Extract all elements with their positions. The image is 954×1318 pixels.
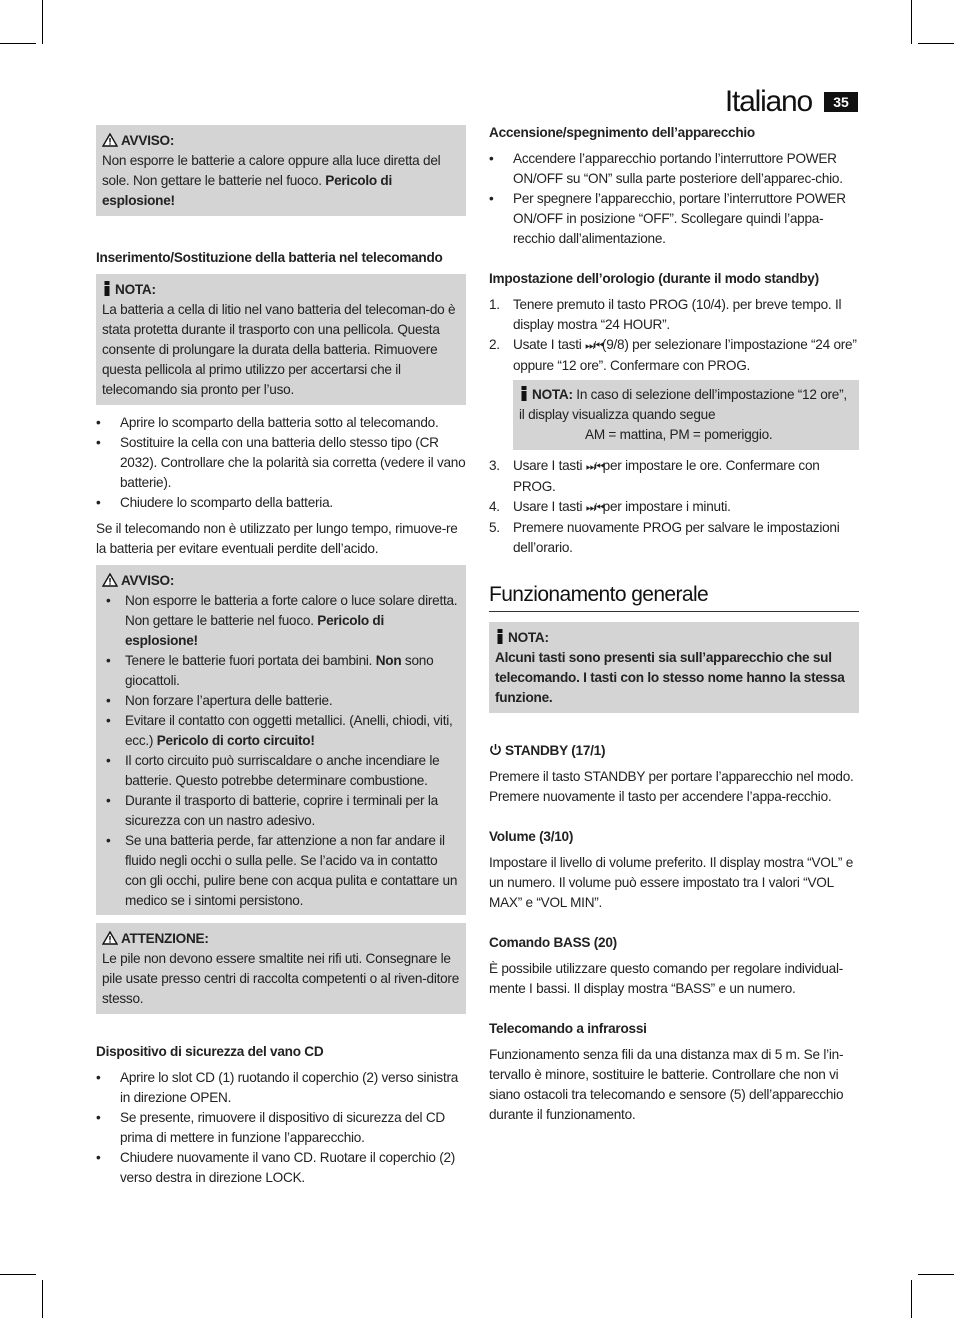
crop-mark [42, 1280, 43, 1318]
skip-forward-back-icon: ⏭/⏮ [585, 340, 602, 352]
ir-remote-heading: Telecomando a infrarossi [489, 1021, 647, 1036]
crop-mark [911, 1280, 912, 1318]
battery-remove-text: Se il telecomando non è utilizzato per lungo tempo, rimuove-re la batteria per evitare eventuali perdite dell’acido. [96, 521, 458, 556]
list-item: 5. Premere nuovamente PROG per salvare le impostazioni dell’orario. [489, 520, 840, 555]
note-box [489, 622, 859, 713]
list-item: • Durante il trasporto di batterie, coprire i terminali per la sicurezza con un nastro adesivo. [102, 791, 460, 831]
bass-heading: Comando BASS (20) [489, 935, 617, 950]
clock-steps-list-continued [489, 456, 859, 558]
clock-note-box [513, 380, 859, 450]
left-column [96, 125, 466, 1188]
list-item: • Sostituire la cella con una batteria dello stesso tipo (CR 2032). Controllare che la polarità sia corretta (vedere il vano batterie). [96, 433, 466, 493]
list-item: • Aprire lo scomparto della batteria sotto al telecomando. [96, 413, 466, 433]
page-number: 35 [824, 92, 858, 112]
power-icon [489, 743, 502, 756]
power-steps-list [489, 149, 859, 249]
warning-box [96, 565, 466, 915]
list-item: • Tenere le batterie fuori portata dei bambini. Non sono giocattoli. [102, 651, 460, 691]
note-text: La batteria a cella di litio nel vano batteria del telecoman-do è stata protetta durante il trasporto con una pellicola. Questa consente di prolungare la durata della batteria. Rimuovere questa pellicola al primo utilizzo per accertarsi che il telecomando sia pronto per l’uso. [102, 302, 456, 397]
general-section-heading: Funzionamento generale [489, 582, 859, 612]
ir-remote-text: Funzionamento senza fili da una distanza max di 5 m. Se l’in-tervallo è minore, sostituire le batterie. Controllare che non vi siano ostacoli tra telecomando e sensore (5) dell’apparecchio durante il funzionamento. [489, 1047, 844, 1122]
list-item: • Accendere l’apparecchio portando l’interruttore POWER ON/OFF su “ON” sulla parte posteriore dell’apparec-chio. [489, 149, 859, 189]
warning-box [96, 125, 466, 216]
list-item: 1. Tenere premuto il tasto PROG (10/4). per breve tempo. Il display mostra “24 HOUR”. [489, 297, 842, 332]
skip-forward-back-icon: ⏭/⏮ [585, 461, 603, 473]
volume-text: Impostare il livello di volume preferito. Il display mostra “VOL” e un numero. Il volume può essere impostato tra I valori “VOL MAX” e “VOL MIN”. [489, 855, 854, 910]
warning-title: AVVISO: [102, 131, 460, 151]
warning-text: Non esporre le batterie a calore oppure alla luce diretta del sole. Non gettare le batterie nel fuoco. Pericolo di esplosione! [102, 153, 441, 208]
battery-steps-list [96, 413, 466, 513]
note-title: NOTA: [532, 387, 573, 402]
cd-heading: Dispositivo di sicurezza del vano CD [96, 1044, 324, 1059]
list-item: • Se una batteria perde, far attenzione a non far andare il fluido negli occhi o sulla pelle. Se l’acido va in contatto con gli occhi, pulire bene con acqua pulita e contattare un medico se i sintomi persistono. [102, 831, 460, 911]
crop-mark [918, 1274, 954, 1275]
info-icon [519, 386, 529, 401]
list-item: • Se presente, rimuovere il dispositivo di sicurezza del CD prima di mettere in funzione l’apparecchio. [96, 1108, 466, 1148]
caution-title: ATTENZIONE: [102, 929, 460, 949]
list-item: • Non esporre le batteria a forte calore o luce solare diretta. Non gettare le batterie nel fuoco. Pericolo di esplosione! [102, 591, 460, 651]
warning-triangle-icon [102, 573, 118, 587]
list-item: • Aprire lo slot CD (1) ruotando il coperchio (2) verso sinistra in direzione OPEN. [96, 1068, 466, 1108]
caution-text: Le pile non devono essere smaltite nei rifi uti. Consegnare le pile usate presso centri di raccolta competenti o al riven-ditore stesso. [102, 951, 460, 1006]
note-text: Alcuni tasti sono presenti sia sull’apparecchio che sul telecomando. I tasti con lo stesso nome hanno la stessa funzione. [495, 650, 845, 705]
cd-steps-list [96, 1068, 466, 1188]
list-item: • Per spegnere l’apparecchio, portare l’interruttore POWER ON/OFF in posizione “OFF”. Scollegare quindi l’appa-recchio dall’alimentazione. [489, 189, 859, 249]
list-item: 4. Usare I tasti ⏭/⏮per impostare i minuti. [489, 497, 859, 518]
list-item: • Il corto circuito può surriscaldare o anche incendiare le batterie. Questo potrebbe determinare combustione. [102, 751, 460, 791]
crop-mark [911, 0, 912, 44]
note-title: NOTA: [102, 280, 460, 300]
right-column [489, 125, 859, 1125]
page-language-title: Italiano [724, 85, 812, 118]
bass-text: È possibile utilizzare questo comando per regolare individual-mente I bassi. Il display mostra “BASS” e un numero. [489, 961, 844, 996]
power-heading: Accensione/spegnimento dell’apparecchio [489, 125, 755, 140]
caution-box [96, 923, 466, 1014]
note-text: In caso di selezione dell’impostazione “12 ore”, il display visualizza quando segue [519, 387, 847, 422]
clock-steps-list [489, 295, 859, 376]
list-item: • Evitare il contatto con oggetti metallici. (Anelli, chiodi, viti, ecc.) Pericolo di corto circuito! [102, 711, 460, 751]
skip-forward-back-icon: ⏭/⏮ [585, 502, 603, 514]
standby-heading: STANDBY (17/1) [489, 741, 859, 761]
list-item: • Chiudere lo scomparto della batteria. [96, 493, 466, 513]
crop-mark [0, 1274, 36, 1275]
warning-triangle-icon [102, 931, 118, 945]
warning-title: AVVISO: [102, 571, 460, 591]
info-icon [102, 281, 112, 296]
crop-mark [0, 43, 36, 44]
list-item: • Non forzare l’apertura delle batterie. [102, 691, 460, 711]
volume-heading: Volume (3/10) [489, 829, 574, 844]
note-box [96, 274, 466, 405]
warning-triangle-icon [102, 133, 118, 147]
battery-heading: Inserimento/Sostituzione della batteria nel telecomando [96, 250, 443, 265]
standby-text: Premere il tasto STANDBY per portare l’apparecchio nel modo. Premere nuovamente il tasto per accendere l’appa-recchio. [489, 769, 854, 804]
clock-heading: Impostazione dell’orologio (durante il modo standby) [489, 271, 819, 286]
warning-list [102, 591, 460, 911]
am-pm-text: AM = mattina, PM = pomeriggio. [585, 427, 773, 442]
note-title: NOTA: [495, 628, 853, 648]
crop-mark [918, 43, 954, 44]
list-item: • Chiudere nuovamente il vano CD. Ruotare il coperchio (2) verso destra in direzione LOCK. [96, 1148, 466, 1188]
list-item: 3. Usare I tasti ⏭/⏮per impostare le ore. Confermare con PROG. [489, 458, 820, 494]
list-item: 2. Usate I tasti ⏭/⏮(9/8) per selezionare l’impostazione “24 ore” oppure “12 ore”. Confermare con PROG. [489, 337, 857, 373]
info-icon [495, 629, 505, 644]
crop-mark [42, 0, 43, 44]
